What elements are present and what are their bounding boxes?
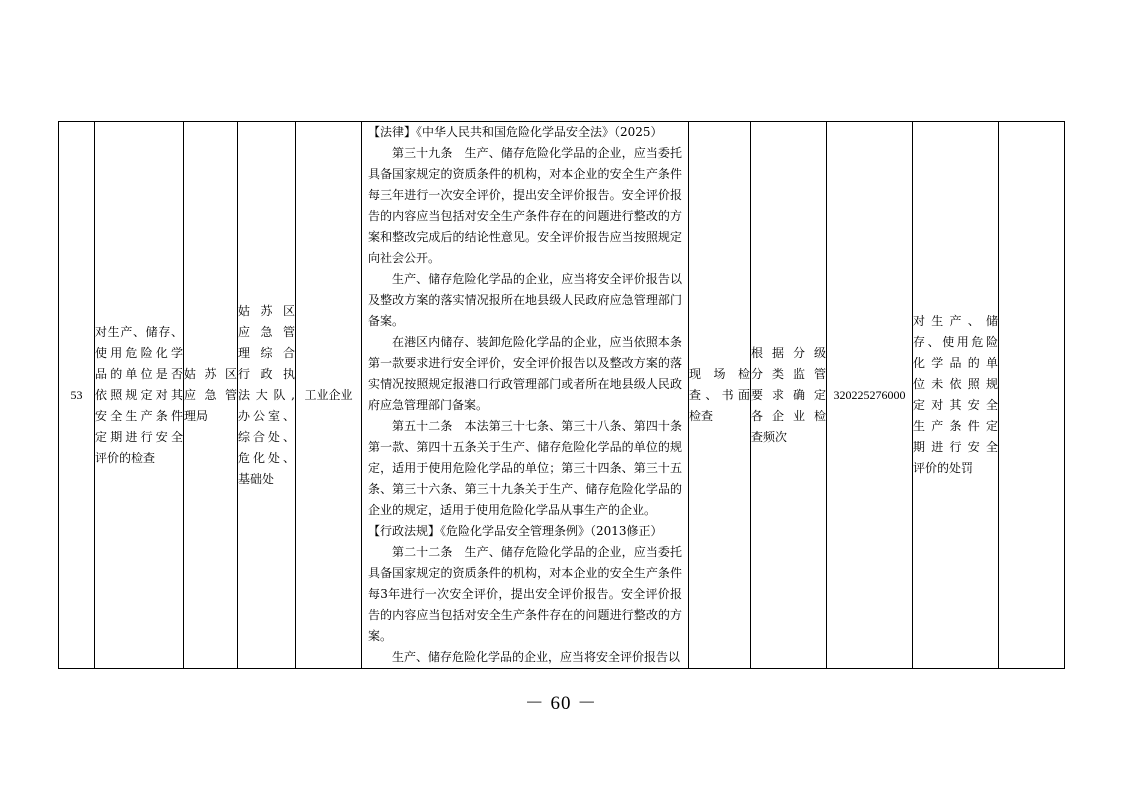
item-name-line: 安全生产条件 (95, 408, 183, 423)
penalty-line: 定对其安全 (913, 398, 998, 412)
law-paragraph: 生产、储存危险化学品的企业，应当将安全评价报告以及整改方案的落实情况报所在地县级人民政府应急管理部门备案。 (368, 272, 682, 328)
law-paragraph: 第五十二条 本法第三十七条、第三十八条、第四十条第一款、第四十五条关于生产、储存危险化学品的单位的规定，适用于使用危险化学品的单位；第三十四条、第三十五条、第三十六条、第三十九条关于生产、储存危险化学品的企业的规定，适用于使用危险化学品从事生产的企业。 (368, 419, 682, 517)
penalty-line: 生产条件定 (913, 419, 998, 433)
matter-code: 320225276000 (833, 387, 906, 402)
exec-unit-line: 行政执 (238, 366, 295, 381)
frequency-line: 要求确定 (751, 387, 826, 402)
table-row (59, 122, 1065, 669)
item-name-line: 使用危险化学 (95, 345, 183, 360)
law-heading: 【法律】《中华人民共和国危险化学品安全法》（2025） (368, 125, 663, 139)
penalty-line: 期进行安全 (913, 440, 998, 454)
exec-unit-line: 办公室、 (238, 408, 295, 423)
law-paragraph: 第三十九条 生产、储存危险化学品的企业，应当委托具备国家规定的资质条件的机构，对本企业的安全生产条件每三年进行一次安全评价，提出安全评价报告。安全评价报告的内容应当包括对安全生产条件存在的问题进行整改的方案和整改完成后的结论性意见。安全评价报告应当按照规定向社会公开。 (368, 146, 682, 265)
exec-unit-line: 姑苏区 (238, 303, 295, 318)
item-name-line: 定期进行安全 (95, 429, 183, 444)
frequency-line: 分类监管 (751, 366, 826, 381)
item-name-line: 对生产、储存、 (95, 324, 183, 339)
dept-line: 理局 (184, 408, 209, 423)
penalty-cell (913, 122, 999, 669)
method-line: 检查 (689, 408, 714, 423)
item-name-line: 依照规定对其 (95, 387, 183, 402)
law-paragraph: 在港区内储存、装卸危险化学品的企业，应当依照本条第一款要求进行安全评价，安全评价报告以及整改方案的落实情况按照规定报港口行政管理部门或者所在地县级人民政府应急管理部门备案。 (368, 335, 682, 412)
frequency-line: 查频次 (751, 429, 788, 444)
frequency-cell (751, 122, 827, 669)
exec-unit-line: 应急管 (238, 324, 295, 339)
regulation-paragraph: 生产、储存危险化学品的企业，应当将安全评价报告以 (392, 650, 681, 664)
page-number: － 60 － (524, 693, 598, 714)
code-cell (827, 122, 913, 669)
exec-unit-line: 法大队, (238, 387, 295, 402)
exec-unit-cell (238, 122, 296, 669)
item-name-line: 品的单位是否 (95, 366, 183, 381)
penalty-line: 对生产、储 (913, 314, 998, 328)
method-line: 现场检 (689, 366, 750, 381)
exec-unit-line: 基础处 (238, 471, 275, 486)
regulation-paragraph: 第二十二条 生产、储存危险化学品的企业，应当委托具备国家规定的资质条件的机构，对本企业的安全生产条件每3年进行一次安全评价，提出安全评价报告。安全评价报告的内容应当包括对安全生产条件存在的问题进行整改的方案。 (368, 545, 682, 643)
penalty-line: 评价的处罚 (913, 461, 974, 475)
dept-cell (184, 122, 238, 669)
seq-number: 53 (70, 387, 83, 402)
dept-line: 姑苏区 (184, 366, 237, 381)
inspection-table (58, 121, 1065, 669)
item-name-cell (95, 122, 184, 669)
exec-unit-line: 危化处、 (238, 450, 295, 465)
item-name-line: 评价的检查 (95, 450, 156, 465)
seq-cell (59, 122, 95, 669)
method-line: 查、书面 (689, 387, 750, 402)
legal-basis-cell (362, 122, 689, 669)
inspection-object: 工业企业 (304, 387, 353, 402)
penalty-line: 化学品的单 (913, 356, 998, 370)
penalty-line: 存、使用危险 (913, 335, 998, 349)
regulation-heading: 【行政法规】《危险化学品安全管理条例》（2013修正） (368, 524, 663, 538)
exec-unit-line: 综合处、 (238, 429, 295, 444)
remark-cell (999, 122, 1065, 669)
frequency-line: 根据分级 (751, 345, 826, 360)
frequency-line: 各企业检 (751, 408, 826, 423)
method-cell (689, 122, 751, 669)
object-cell (296, 122, 362, 669)
penalty-line: 位未依照规 (913, 377, 998, 391)
dept-line: 应急管 (184, 387, 237, 402)
exec-unit-line: 理综合 (238, 345, 295, 360)
